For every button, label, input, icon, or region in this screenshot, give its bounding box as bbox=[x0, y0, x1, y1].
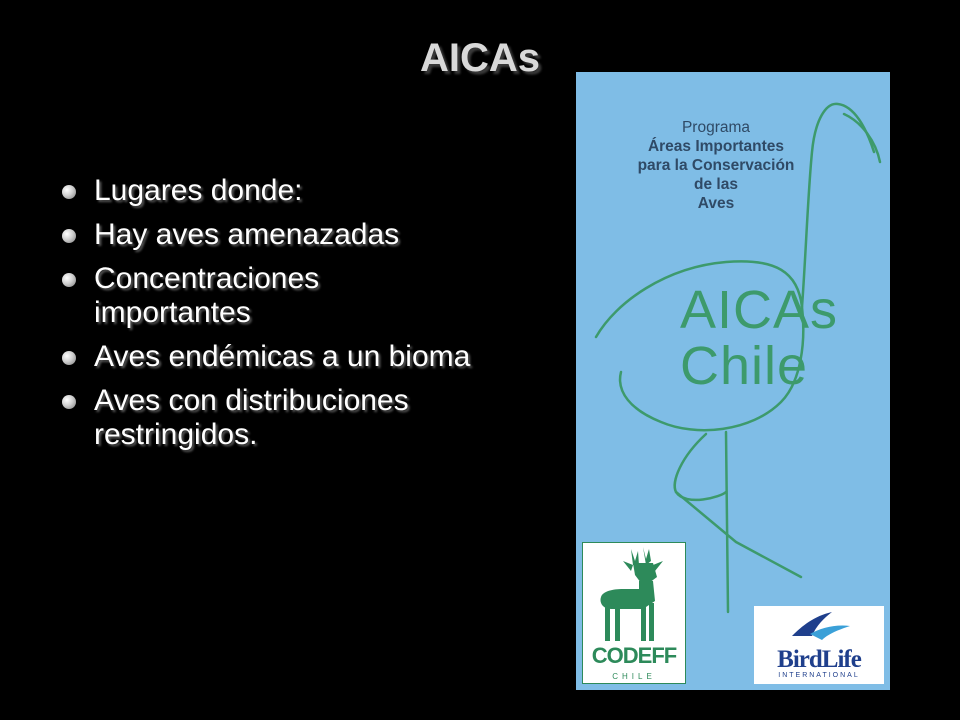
aicas-chile-logo-text bbox=[680, 282, 838, 394]
bullet-text: Lugares donde: bbox=[94, 174, 303, 207]
bullet-list bbox=[62, 174, 482, 462]
program-line: de las bbox=[694, 176, 738, 193]
bullet-dot-icon bbox=[62, 351, 76, 365]
brand-line: AICAs bbox=[680, 280, 839, 340]
bullet-text: Hay aves amenazadas bbox=[94, 218, 400, 251]
program-line: Áreas Importantes bbox=[647, 138, 785, 155]
codeff-name: CODEFF bbox=[591, 643, 677, 668]
bullet-item bbox=[62, 384, 482, 452]
program-line: Aves bbox=[697, 195, 735, 212]
codeff-subtitle: CHILE bbox=[612, 672, 656, 681]
brand-line: Chile bbox=[680, 336, 809, 396]
codeff-logo bbox=[582, 542, 686, 684]
aicas-poster-image bbox=[576, 72, 890, 690]
slide-title: AICAs bbox=[419, 36, 541, 80]
program-line: Programa bbox=[681, 119, 751, 136]
birdlife-name: BirdLife bbox=[777, 646, 861, 673]
bird-icon bbox=[754, 606, 884, 646]
bullet-text: Aves con distribuciones restringidos. bbox=[94, 384, 409, 451]
bullet-item bbox=[62, 340, 482, 374]
bullet-text: Aves endémicas a un bioma bbox=[94, 340, 471, 373]
birdlife-subtitle: INTERNATIONAL bbox=[778, 672, 860, 679]
program-line: para la Conservación bbox=[637, 157, 795, 174]
bullet-item bbox=[62, 174, 482, 208]
deer-icon bbox=[583, 543, 685, 653]
bullet-dot-icon bbox=[62, 185, 76, 199]
bullet-dot-icon bbox=[62, 273, 76, 287]
bullet-dot-icon bbox=[62, 395, 76, 409]
bullet-text: Concentraciones importantes bbox=[94, 262, 320, 329]
birdlife-logo bbox=[754, 606, 884, 684]
bullet-dot-icon bbox=[62, 229, 76, 243]
program-text-block bbox=[596, 118, 836, 213]
bullet-item bbox=[62, 262, 482, 330]
bullet-item bbox=[62, 218, 482, 252]
